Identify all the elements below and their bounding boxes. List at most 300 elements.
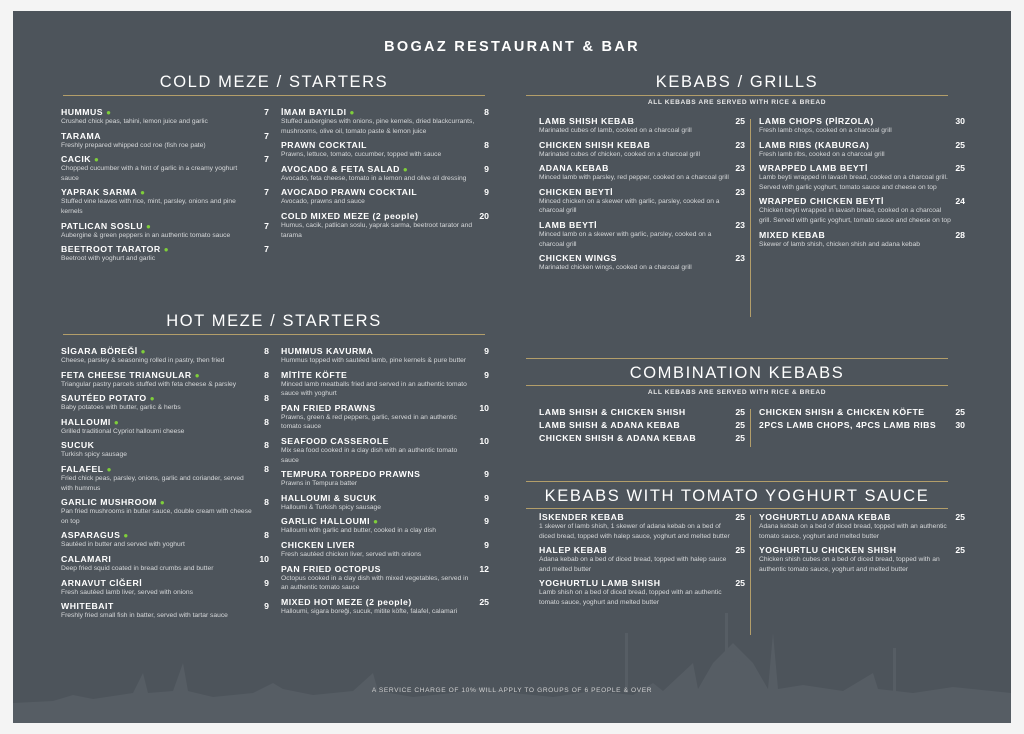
menu-item-name-text: PATLICAN SOSLU — [61, 220, 143, 231]
menu-item-name — [759, 545, 896, 555]
combination-heading: COMBINATION KEBABS — [629, 364, 845, 382]
menu-item-name-text: SAUTÉED POTATO — [61, 393, 147, 404]
menu-item-price: 30 — [955, 116, 965, 126]
menu-item-name-text: LAMB SHISH & ADANA KEBAB — [539, 420, 681, 430]
menu-item-name-text: LAMB SHISH & CHICKEN SHISH — [539, 407, 686, 417]
yoghurt-left-column — [539, 512, 745, 612]
menu-item-name-text: CHICKEN SHISH & CHICKEN KÖFTE — [759, 407, 925, 417]
menu-item-description: Marinated cubes of chicken, cooked on a charcoal grill — [539, 150, 700, 158]
menu-item-price: 10 — [259, 553, 269, 564]
menu-item — [759, 163, 965, 192]
menu-item-name-text: CHICKEN LIVER — [281, 539, 356, 550]
menu-item — [281, 564, 489, 593]
menu-item-description: Triangular pastry parcels stuffed with feta cheese & parsley — [61, 380, 237, 388]
menu-item-price: 8 — [264, 463, 269, 474]
combination-note: ALL KEBABS ARE SERVED WITH RICE & BREAD — [647, 389, 827, 396]
menu-item-name-text: YOGHURTLU CHICKEN SHISH — [759, 545, 897, 556]
menu-item — [281, 403, 489, 432]
menu-item-description: Turkish spicy sausage — [61, 451, 127, 459]
menu-item-price: 23 — [735, 139, 745, 150]
menu-item — [61, 370, 269, 390]
menu-item-name — [539, 163, 609, 173]
menu-item-description: Stuffed vine leaves with rice, mint, parsley, onions and pine kernels — [61, 198, 236, 215]
menu-item-name — [281, 140, 367, 150]
vegetarian-icon: ● — [163, 245, 170, 255]
menu-item-name-text: TEMPURA TORPEDO PRAWNS — [281, 469, 421, 480]
menu-item-price: 8 — [264, 393, 269, 404]
menu-item-description: Aubergine & green peppers in an authentic tomato sauce — [61, 231, 231, 239]
menu-item-name — [759, 196, 884, 206]
menu-item — [759, 420, 965, 430]
vegetarian-icon: ● — [106, 464, 112, 474]
menu-item — [61, 131, 269, 151]
hot-meze-heading: HOT MEZE / STARTERS — [166, 312, 382, 330]
menu-item — [61, 530, 269, 550]
menu-item-description: Stuffed aubergines with onions, pine kernels, dried blackcurrants, mushrooms, olive oil, tomato paste & lemon juice — [281, 118, 475, 135]
hot-meze-left-column — [61, 346, 269, 625]
menu-item — [61, 601, 269, 621]
menu-item-price: 9 — [484, 163, 489, 174]
menu-item-name — [61, 107, 111, 117]
menu-item — [281, 211, 489, 240]
menu-item-name-text: YOGHURTLU LAMB SHISH — [539, 578, 661, 589]
menu-item-name — [281, 469, 420, 479]
combination-rule-top — [526, 358, 948, 359]
kebabs-rule — [526, 95, 948, 96]
menu-item-price: 25 — [955, 407, 965, 417]
menu-item-price: 25 — [955, 139, 965, 150]
menu-item-description: Grilled traditional Cypriot halloumi cheese — [61, 427, 185, 435]
menu-item-name — [61, 530, 129, 540]
menu-item-description: Adana kebab on a bed of diced bread, topped with halep sauce and melted butter — [539, 556, 727, 573]
vegetarian-icon: ● — [194, 370, 201, 380]
menu-item — [539, 433, 745, 443]
menu-item — [281, 346, 489, 366]
menu-item-name — [61, 417, 119, 427]
menu-item-name — [61, 393, 155, 403]
menu-item-description: Avocado, prawns and sauce — [281, 198, 365, 206]
menu-item-price: 25 — [735, 512, 745, 522]
menu-item-description: Minced chicken on a skewer with garlic, parsley, cooked on a charcoal grill — [539, 197, 720, 215]
menu-item-description: Sautéed in butter and served with yoghurt — [61, 541, 185, 549]
menu-item-price: 30 — [955, 420, 965, 430]
menu-item-name-text: YOGHURTLU ADANA KEBAB — [759, 512, 891, 522]
menu-item-price: 10 — [479, 402, 489, 413]
menu-item-name-text: ADANA KEBAB — [539, 163, 609, 174]
menu-item — [759, 116, 965, 136]
menu-item-description: Fresh lamb ribs, cooked on a charcoal grill — [759, 150, 885, 158]
menu-item-description: Avocado, feta cheese, tomato in a lemon and olive oil dressing — [281, 174, 467, 182]
menu-item-price: 25 — [735, 420, 745, 430]
vegetarian-icon: ● — [402, 164, 409, 174]
menu-item-price: 28 — [955, 229, 965, 240]
menu-item-name-text: WRAPPED LAMB BEYTİ — [759, 163, 868, 174]
menu-item-name — [539, 116, 634, 126]
menu-item-name — [281, 370, 347, 380]
menu-item-name — [281, 493, 377, 503]
menu-item — [539, 140, 745, 160]
vegetarian-icon: ● — [373, 517, 379, 527]
menu-item-name — [759, 407, 925, 417]
menu-item-name — [539, 187, 613, 197]
menu-item-price: 7 — [264, 154, 269, 165]
menu-item-name — [281, 164, 408, 174]
menu-item-name-text: FALAFEL — [61, 463, 104, 474]
cold-meze-heading: COLD MEZE / STARTERS — [159, 73, 389, 91]
menu-item-name-text: HALLOUMI — [61, 416, 111, 427]
menu-item-name — [61, 440, 94, 450]
menu-item — [281, 469, 489, 489]
vegetarian-icon: ● — [123, 531, 129, 541]
menu-item-description: Freshly prepared whipped cod roe (fish roe pate) — [61, 141, 206, 149]
menu-item — [759, 545, 965, 574]
menu-item-name — [759, 116, 874, 126]
menu-item-name — [61, 221, 151, 231]
menu-item-name-text: CHICKEN SHISH & ADANA KEBAB — [539, 433, 697, 443]
menu-item-name — [759, 512, 891, 522]
vegetarian-icon: ● — [145, 221, 152, 231]
menu-item-name-text: LAMB CHOPS (PİRZOLA) — [759, 116, 874, 126]
menu-item-name-text: İSKENDER KEBAB — [539, 512, 625, 522]
menu-item-name-text: HALEP KEBAB — [539, 545, 608, 556]
menu-item-name — [539, 433, 696, 443]
menu-item-description: Halloumi with garlic and butter, cooked in a clay dish — [281, 527, 437, 535]
menu-item-price: 8 — [264, 530, 269, 541]
menu-item-price: 12 — [479, 563, 489, 574]
menu-item-name — [539, 220, 597, 230]
menu-item-name — [759, 230, 825, 240]
menu-item-description: Freshly fried small fish in batter, served with tartar sauce — [61, 612, 228, 620]
menu-item-name — [539, 407, 686, 417]
kebabs-heading: KEBABS / GRILLS — [655, 73, 819, 91]
menu-item-name — [61, 464, 112, 474]
menu-item-description: Halloumi & Turkish spicy sausage — [281, 503, 381, 511]
menu-item — [281, 370, 489, 399]
menu-item-name-text: LAMB SHISH KEBAB — [539, 116, 635, 126]
menu-item — [759, 512, 965, 541]
menu-item — [539, 187, 745, 216]
menu-item-name-text: ASPARAGUS — [61, 530, 121, 541]
menu-item-name-text: SİGARA BÖREĞİ — [61, 346, 138, 356]
menu-item — [61, 154, 269, 183]
menu-item-price: 8 — [264, 497, 269, 508]
menu-item-name — [281, 403, 376, 413]
menu-item-name — [61, 244, 169, 254]
menu-item-name-text: GARLIC MUSHROOM — [61, 497, 157, 508]
menu-item-description: 1 skewer of lamb shish, 1 skewer of adana kebab on a bed of diced bread, topped with halep sauce, yoghurt and melted butter — [539, 523, 730, 540]
menu-item — [539, 512, 745, 541]
hot-meze-right-column — [281, 346, 489, 620]
vegetarian-icon: ● — [140, 347, 146, 356]
kebabs-note: ALL KEBABS ARE SERVED WITH RICE & BREAD — [647, 99, 827, 106]
kebabs-right-column — [759, 116, 965, 253]
menu-item-description: Fresh sautéed lamb liver, served with onions — [61, 588, 193, 596]
menu-item-description: Prawns, green & red peppers, garlic, served in an authentic tomato sauce — [281, 413, 457, 431]
menu-item-name-text: GARLIC HALLOUMI — [281, 516, 371, 527]
menu-item-name-text: CHICKEN BEYTİ — [539, 186, 614, 197]
menu-item-name-text: FETA CHEESE TRIANGULAR — [61, 369, 192, 380]
menu-item-name-text: İMAM BAYILDI — [281, 107, 347, 117]
menu-item — [281, 540, 489, 560]
menu-item-name-text: CACIK — [61, 154, 92, 165]
menu-item-name-text: TARAMA — [61, 130, 101, 141]
cold-meze-right-column — [281, 107, 489, 244]
menu-item-description: Fresh lamb chops, cooked on a charcoal grill — [759, 127, 892, 134]
menu-item-name-text: MİTİTE KÖFTE — [281, 369, 348, 380]
menu-item-price: 23 — [735, 163, 745, 174]
menu-item-name — [61, 578, 142, 588]
combination-divider — [750, 409, 751, 447]
menu-item — [539, 220, 745, 249]
menu-item — [281, 597, 489, 617]
menu-item-price: 8 — [264, 416, 269, 427]
menu-item-name — [759, 420, 936, 430]
menu-item — [61, 497, 269, 526]
menu-item-name — [539, 253, 617, 263]
menu-item-price: 8 — [264, 440, 269, 451]
menu-item-name — [539, 140, 650, 150]
menu-item-description: Prawns in Tempura batter — [281, 480, 358, 488]
menu-item — [61, 221, 269, 241]
menu-item-name-text: CHICKEN SHISH KEBAB — [539, 139, 651, 150]
menu-item — [281, 107, 489, 136]
menu-item — [539, 116, 745, 136]
menu-item-description: Baby potatoes with butter, garlic & herbs — [61, 404, 181, 412]
vegetarian-icon: ● — [94, 155, 100, 165]
menu-item-name — [539, 545, 607, 555]
menu-item — [281, 436, 489, 465]
menu-item — [61, 244, 269, 264]
menu-item-description: Deep fried squid coated in bread crumbs and butter — [61, 564, 214, 572]
vegetarian-icon: ● — [106, 108, 112, 117]
menu-item-name-text: MIXED KEBAB — [759, 229, 826, 240]
menu-item-price: 9 — [484, 469, 489, 480]
menu-item-description: Fresh sautéed chicken liver, served with onions — [281, 550, 422, 558]
menu-item — [61, 464, 269, 493]
menu-item-name — [61, 154, 99, 164]
vegetarian-icon: ● — [159, 498, 166, 508]
menu-item-price: 25 — [735, 545, 745, 556]
menu-item-price: 25 — [955, 545, 965, 556]
menu-item-name — [281, 564, 381, 574]
menu-item-description: Marinated chicken wings, cooked on a charcoal grill — [539, 264, 692, 272]
menu-item-description: Marinated cubes of lamb, cooked on a charcoal grill — [539, 127, 692, 134]
menu-item-name-text: SUCUK — [61, 440, 95, 451]
menu-item-price: 25 — [955, 512, 965, 522]
menu-item-price: 24 — [955, 196, 965, 207]
menu-item — [759, 230, 965, 250]
menu-item-name-text: PAN FRIED PRAWNS — [281, 402, 376, 413]
menu-item-price: 9 — [484, 346, 489, 356]
menu-item — [539, 253, 745, 273]
menu-item — [61, 554, 269, 574]
menu-item-price: 9 — [484, 187, 489, 198]
menu-item-name — [281, 597, 412, 607]
menu-item-name-text: LAMB BEYTİ — [539, 219, 598, 230]
combination-right-column — [759, 407, 965, 433]
menu-item-description: Hummus topped with sautéed lamb, pine kernels & pure butter — [281, 357, 467, 364]
menu-item-name-text: HUMMUS KAVURMA — [281, 346, 374, 356]
menu-item-description: Beetroot with yoghurt and garlic — [61, 255, 156, 263]
menu-item-description: Chopped cucumber with a hint of garlic in a creamy yoghurt sauce — [61, 165, 238, 182]
menu-item-price: 7 — [264, 220, 269, 231]
menu-item-name — [61, 370, 200, 380]
menu-item-price: 7 — [264, 244, 269, 255]
menu-sheet — [13, 11, 1011, 723]
kebabs-divider — [750, 119, 751, 317]
menu-item-price: 20 — [479, 210, 489, 221]
service-charge-note: A SERVICE CHARGE OF 10% WILL APPLY TO GROUPS OF 6 PEOPLE & OVER — [371, 687, 653, 694]
kebabs-left-column — [539, 116, 745, 277]
yoghurt-rule-top — [526, 481, 948, 482]
menu-item-description: Chicken beyti wrapped in lavash bread, cooked on a charcoal grill. Served with garlic yoghurt, tomato sauce and cheese on top — [759, 207, 951, 224]
menu-item-name-text: 2PCS LAMB CHOPS, 4PCS LAMB RIBS — [759, 420, 937, 430]
menu-item-price: 9 — [484, 516, 489, 527]
menu-item — [539, 407, 745, 417]
menu-item-description: Adana kebab on a bed of diced bread, topped with an authentic tomato sauce, yoghurt and melted butter — [759, 523, 947, 540]
menu-item-name-text: PAN FRIED OCTOPUS — [281, 563, 381, 574]
menu-item — [759, 407, 965, 417]
menu-item-price: 9 — [264, 601, 269, 612]
menu-item — [281, 140, 489, 160]
menu-item — [61, 393, 269, 413]
menu-item-price: 9 — [484, 492, 489, 503]
menu-item-name — [281, 436, 389, 446]
yoghurt-right-column — [759, 512, 965, 578]
cold-meze-left-column — [61, 107, 269, 268]
menu-item-name — [61, 346, 146, 356]
menu-item-name-text: SEAFOOD CASSEROLE — [281, 435, 389, 446]
vegetarian-icon: ● — [349, 108, 355, 117]
menu-item-price: 8 — [484, 140, 489, 151]
menu-item-description: Minced lamb on a skewer with garlic, parsley, cooked on a charcoal grill — [539, 230, 712, 248]
menu-item-name — [539, 512, 624, 522]
menu-item-description: Pan fried mushrooms in butter sauce, double cream with cheese on top — [61, 508, 252, 525]
menu-item-price: 25 — [735, 433, 745, 443]
menu-item-name — [281, 107, 355, 117]
yoghurt-rule — [526, 508, 948, 509]
menu-item-name — [539, 420, 680, 430]
menu-item-name — [61, 187, 146, 197]
menu-item — [539, 545, 745, 574]
menu-item-name-text: HUMMUS — [61, 107, 104, 117]
yoghurt-heading: KEBABS WITH TOMATO YOGHURT SAUCE — [544, 487, 930, 505]
menu-item-name-text: COLD MIXED MEZE (2 people) — [281, 210, 419, 221]
menu-item-description: Lamb beyti wrapped in lavash bread, cooked on a charcoal grill. Served with garlic yoghurt, tomato sauce and cheese on top — [759, 174, 948, 191]
menu-item-name-text: CHICKEN WINGS — [539, 253, 617, 264]
menu-item-price: 25 — [735, 407, 745, 417]
menu-item-price: 7 — [264, 107, 269, 117]
menu-item-price: 23 — [735, 186, 745, 197]
menu-item-description: Minced lamb with parsley, red pepper, cooked on a charcoal grill — [539, 174, 729, 182]
menu-item-description: Octopus cooked in a clay dish with mixed vegetables, served in an authentic tomato sauce — [281, 574, 469, 592]
combination-left-column — [539, 407, 745, 446]
menu-item — [61, 107, 269, 127]
menu-item — [61, 417, 269, 437]
menu-item-name-text: AVOCADO PRAWN COCKTAIL — [281, 187, 418, 198]
menu-item-description: Humus, cacik, patlican soslu, yaprak sarma, beetroot tarator and tarama — [281, 221, 473, 239]
cold-meze-rule — [63, 95, 485, 96]
menu-item-price: 25 — [735, 116, 745, 126]
menu-item-name-text: WRAPPED CHICKEN BEYTİ — [759, 196, 884, 207]
vegetarian-icon: ● — [113, 417, 120, 427]
vegetarian-icon: ● — [149, 394, 156, 404]
menu-item-name — [281, 346, 373, 356]
menu-item-name — [281, 187, 417, 197]
menu-item-name-text: CALAMARI — [61, 553, 112, 564]
menu-item — [759, 196, 965, 225]
menu-item-price: 23 — [735, 253, 745, 264]
menu-item-name-text: ARNAVUT CİĞERİ — [61, 577, 143, 588]
menu-item-name — [759, 163, 868, 173]
menu-item-price: 9 — [484, 369, 489, 380]
menu-item-name-text: AVOCADO & FETA SALAD — [281, 163, 400, 174]
menu-item — [281, 493, 489, 513]
combination-rule — [526, 385, 948, 386]
menu-item-name — [281, 211, 419, 221]
yoghurt-divider — [750, 515, 751, 635]
menu-item-price: 25 — [955, 163, 965, 174]
menu-item — [281, 516, 489, 536]
menu-item-description: Mix sea food cooked in a clay dish with an authentic tomato sauce — [281, 446, 458, 464]
menu-item-name-text: BEETROOT TARATOR — [61, 244, 161, 255]
menu-item-description: Crushed chick peas, tahini, lemon juice and garlic — [61, 118, 208, 125]
menu-item-name-text: PRAWN COCKTAIL — [281, 140, 367, 151]
menu-item-price: 8 — [264, 369, 269, 380]
menu-item-name — [759, 140, 869, 150]
menu-item-name — [281, 516, 378, 526]
menu-item — [759, 140, 965, 160]
menu-item — [61, 578, 269, 598]
menu-item-description: Halloumi, sigara boreği, sucuk, mitite köfte, falafel, calamari — [281, 607, 458, 615]
vegetarian-icon: ● — [140, 188, 146, 198]
menu-item-description: Lamb shish on a bed of diced bread, topped with an authentic tomato sauce, yoghurt and melted butter — [539, 589, 722, 606]
menu-item — [281, 187, 489, 207]
menu-item-description: Cheese, parsley & seasoning rolled in pastry, then fried — [61, 357, 225, 364]
menu-item-name-text: LAMB RIBS (KABURGA) — [759, 139, 870, 150]
menu-item — [539, 578, 745, 607]
menu-item-name-text: MIXED HOT MEZE (2 people) — [281, 596, 412, 607]
menu-item-name — [61, 497, 165, 507]
menu-item-description: Minced lamb meatballs fried and served in an authentic tomato sauce with yoghurt — [281, 380, 467, 398]
hot-meze-rule — [63, 334, 485, 335]
menu-item-price: 7 — [264, 130, 269, 141]
menu-item-name — [281, 540, 355, 550]
menu-item — [281, 164, 489, 184]
menu-item-description: Fried chick peas, parsley, onions, garlic and coriander, served with hummus — [61, 474, 244, 492]
menu-item-name — [61, 554, 111, 564]
menu-item-price: 8 — [264, 346, 269, 356]
menu-item — [61, 440, 269, 460]
menu-item-price: 7 — [264, 187, 269, 198]
menu-item-name — [61, 131, 101, 141]
menu-item-description: Skewer of lamb shish, chicken shish and adana kebab — [759, 240, 920, 248]
menu-item-name-text: YAPRAK SARMA — [61, 187, 138, 198]
menu-item-description: Prawns, lettuce, tomato, cucumber, topped with sauce — [281, 151, 442, 159]
menu-item — [539, 420, 745, 430]
menu-item — [539, 163, 745, 183]
restaurant-title: BOGAZ RESTAURANT & BAR — [384, 39, 640, 55]
menu-item-price: 25 — [479, 596, 489, 607]
menu-item-name-text: HALLOUMI & SUCUK — [281, 492, 377, 503]
menu-item-name-text: WHITEBAIT — [61, 601, 114, 612]
menu-item-name — [61, 601, 114, 611]
menu-item — [61, 187, 269, 216]
menu-item-price: 9 — [484, 539, 489, 550]
menu-item-price: 25 — [735, 578, 745, 589]
menu-item-price: 10 — [479, 435, 489, 446]
menu-item-name — [539, 578, 661, 588]
